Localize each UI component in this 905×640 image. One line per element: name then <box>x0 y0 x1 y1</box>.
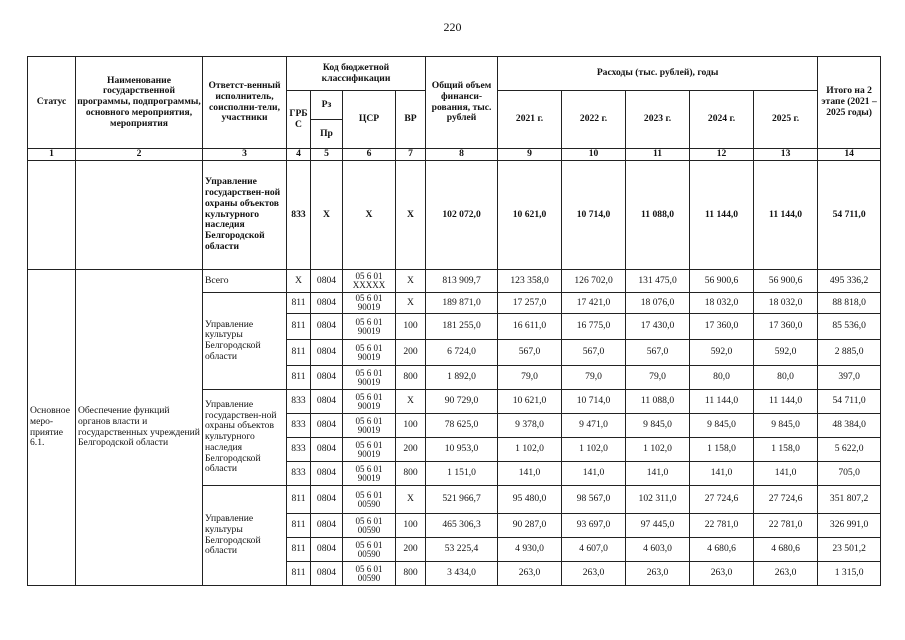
itogo-cell: 1 315,0 <box>818 562 881 586</box>
column-number: 4 <box>287 149 311 161</box>
csr-cell: 05 6 01 00590 <box>343 538 396 562</box>
grbs-cell: 833 <box>287 414 311 438</box>
column-number: 13 <box>754 149 818 161</box>
itogo-cell: 705,0 <box>818 462 881 486</box>
year-value-cell: 1 102,0 <box>498 438 562 462</box>
budget-table <box>27 56 881 586</box>
header-year: 2023 г. <box>626 91 690 149</box>
total-cell: 521 966,7 <box>426 486 498 514</box>
total-cell: 1 151,0 <box>426 462 498 486</box>
year-value-cell: 17 257,0 <box>498 293 562 314</box>
rz-pr-cell: 0804 <box>311 562 343 586</box>
year-value-cell: 16 775,0 <box>562 314 626 340</box>
csr-cell: 05 6 01 90019 <box>343 340 396 366</box>
column-number: 5 <box>311 149 343 161</box>
total-cell: 3 434,0 <box>426 562 498 586</box>
grbs-cell: 811 <box>287 366 311 390</box>
rz-pr-cell: 0804 <box>311 438 343 462</box>
total-cell: 465 306,3 <box>426 514 498 538</box>
year-value-cell: 4 680,6 <box>754 538 818 562</box>
header-status: Статус <box>28 57 76 149</box>
year-value-cell: 90 287,0 <box>498 514 562 538</box>
itogo-cell: 326 991,0 <box>818 514 881 538</box>
year-value-cell: 93 697,0 <box>562 514 626 538</box>
year-value-cell: 9 471,0 <box>562 414 626 438</box>
year-value-cell: 17 430,0 <box>626 314 690 340</box>
year-value-cell: 141,0 <box>690 462 754 486</box>
grbs-cell: 833 <box>287 438 311 462</box>
itogo-cell: 23 501,2 <box>818 538 881 562</box>
vr-cell: 200 <box>396 438 426 462</box>
top-year: 10 621,0 <box>498 161 562 270</box>
rz-pr-cell: 0804 <box>311 293 343 314</box>
csr-cell: 05 6 01 90019 <box>343 414 396 438</box>
year-value-cell: 56 900,6 <box>754 270 818 293</box>
grbs-cell: 811 <box>287 562 311 586</box>
year-value-cell: 263,0 <box>626 562 690 586</box>
year-value-cell: 9 378,0 <box>498 414 562 438</box>
vr-cell: 200 <box>396 340 426 366</box>
grbs-cell: X <box>287 270 311 293</box>
year-value-cell: 1 102,0 <box>562 438 626 462</box>
year-value-cell: 141,0 <box>498 462 562 486</box>
column-number: 1 <box>28 149 76 161</box>
vr-cell: 800 <box>396 462 426 486</box>
header-pr: Пр <box>311 120 343 149</box>
vr-cell: X <box>396 270 426 293</box>
header-year: 2024 г. <box>690 91 754 149</box>
top-year: 10 714,0 <box>562 161 626 270</box>
rz-pr-cell: 0804 <box>311 514 343 538</box>
column-number: 3 <box>203 149 287 161</box>
column-number: 14 <box>818 149 881 161</box>
year-value-cell: 567,0 <box>498 340 562 366</box>
rz-pr-cell: 0804 <box>311 366 343 390</box>
year-value-cell: 592,0 <box>754 340 818 366</box>
csr-cell: 05 6 01 00590 <box>343 562 396 586</box>
measure-name-cell: Обеспечение функций органов власти и государственных учреждений Белгородской области <box>76 270 203 586</box>
year-value-cell: 4 930,0 <box>498 538 562 562</box>
header-year: 2022 г. <box>562 91 626 149</box>
vr-cell: X <box>396 486 426 514</box>
header-expenses: Расходы (тыс. рублей), годы <box>498 57 818 91</box>
top-csr: X <box>343 161 396 270</box>
vr-cell: 200 <box>396 538 426 562</box>
column-number: 2 <box>76 149 203 161</box>
vr-cell: X <box>396 293 426 314</box>
year-value-cell: 263,0 <box>562 562 626 586</box>
rz-pr-cell: 0804 <box>311 462 343 486</box>
year-value-cell: 16 611,0 <box>498 314 562 340</box>
total-cell: 90 729,0 <box>426 390 498 414</box>
column-number: 6 <box>343 149 396 161</box>
grbs-cell: 833 <box>287 390 311 414</box>
year-value-cell: 18 076,0 <box>626 293 690 314</box>
itogo-cell: 2 885,0 <box>818 340 881 366</box>
rz-pr-cell: 0804 <box>311 538 343 562</box>
vr-cell: 100 <box>396 314 426 340</box>
total-cell: 181 255,0 <box>426 314 498 340</box>
top-grbs: 833 <box>287 161 311 270</box>
top-row <box>28 161 881 270</box>
csr-cell: 05 6 01 XXXXX <box>343 270 396 293</box>
column-numbers-row <box>28 149 881 161</box>
year-value-cell: 17 360,0 <box>754 314 818 340</box>
year-value-cell: 10 621,0 <box>498 390 562 414</box>
header-responsible: Ответст-венный исполнитель, соисполни-тели, участники <box>203 57 287 149</box>
year-value-cell: 102 311,0 <box>626 486 690 514</box>
rz-pr-cell: 0804 <box>311 314 343 340</box>
grbs-cell: 811 <box>287 538 311 562</box>
year-value-cell: 141,0 <box>754 462 818 486</box>
top-year: 11 088,0 <box>626 161 690 270</box>
page-number: 220 <box>443 20 462 34</box>
vr-cell: 100 <box>396 514 426 538</box>
vr-cell: 100 <box>396 414 426 438</box>
year-value-cell: 9 845,0 <box>690 414 754 438</box>
year-value-cell: 17 360,0 <box>690 314 754 340</box>
header-total-volume: Общий объем финанси-рования, тыс. рублей <box>426 57 498 149</box>
year-value-cell: 80,0 <box>754 366 818 390</box>
rz-pr-cell: 0804 <box>311 340 343 366</box>
rz-pr-cell: 0804 <box>311 414 343 438</box>
total-cell: 78 625,0 <box>426 414 498 438</box>
empty-cell <box>76 161 203 270</box>
responsible-group-cell: Управление культуры Белгородской области <box>203 486 287 586</box>
year-value-cell: 18 032,0 <box>754 293 818 314</box>
year-value-cell: 80,0 <box>690 366 754 390</box>
rz-pr-cell: 0804 <box>311 486 343 514</box>
itogo-cell: 88 818,0 <box>818 293 881 314</box>
header-csr: ЦСР <box>343 91 396 149</box>
csr-cell: 05 6 01 00590 <box>343 486 396 514</box>
year-value-cell: 79,0 <box>498 366 562 390</box>
year-value-cell: 10 714,0 <box>562 390 626 414</box>
vsego-cell: Всего <box>203 270 287 293</box>
year-value-cell: 141,0 <box>626 462 690 486</box>
top-year: 11 144,0 <box>754 161 818 270</box>
year-value-cell: 141,0 <box>562 462 626 486</box>
csr-cell: 05 6 01 90019 <box>343 390 396 414</box>
top-total: 102 072,0 <box>426 161 498 270</box>
year-value-cell: 79,0 <box>562 366 626 390</box>
total-cell: 189 871,0 <box>426 293 498 314</box>
year-value-cell: 4 607,0 <box>562 538 626 562</box>
grbs-cell: 811 <box>287 486 311 514</box>
top-year: 11 144,0 <box>690 161 754 270</box>
itogo-cell: 397,0 <box>818 366 881 390</box>
status-cell: Основное меро-приятие 6.1. <box>28 270 76 586</box>
top-vr: X <box>396 161 426 270</box>
csr-cell: 05 6 01 90019 <box>343 366 396 390</box>
year-value-cell: 11 088,0 <box>626 390 690 414</box>
column-number: 10 <box>562 149 626 161</box>
year-value-cell: 95 480,0 <box>498 486 562 514</box>
year-value-cell: 11 144,0 <box>690 390 754 414</box>
header-year: 2025 г. <box>754 91 818 149</box>
year-value-cell: 263,0 <box>690 562 754 586</box>
year-value-cell: 27 724,6 <box>754 486 818 514</box>
rz-pr-cell: 0804 <box>311 270 343 293</box>
table-row <box>28 270 881 293</box>
year-value-cell: 22 781,0 <box>690 514 754 538</box>
year-value-cell: 4 603,0 <box>626 538 690 562</box>
grbs-cell: 811 <box>287 514 311 538</box>
year-value-cell: 27 724,6 <box>690 486 754 514</box>
column-number: 11 <box>626 149 690 161</box>
itogo-cell: 5 622,0 <box>818 438 881 462</box>
header-itogo: Итого на 2 этапе (2021 – 2025 годы) <box>818 57 881 149</box>
top-responsible: Управление государствен-ной охраны объектов культурного наследия Белгородской области <box>203 161 287 270</box>
year-value-cell: 592,0 <box>690 340 754 366</box>
header-grbs: ГРБ С <box>287 91 311 149</box>
year-value-cell: 9 845,0 <box>754 414 818 438</box>
total-cell: 53 225,4 <box>426 538 498 562</box>
year-value-cell: 1 102,0 <box>626 438 690 462</box>
year-value-cell: 4 680,6 <box>690 538 754 562</box>
year-value-cell: 567,0 <box>562 340 626 366</box>
csr-cell: 05 6 01 00590 <box>343 514 396 538</box>
itogo-cell: 85 536,0 <box>818 314 881 340</box>
responsible-group-cell: Управление культуры Белгородской области <box>203 293 287 390</box>
year-value-cell: 79,0 <box>626 366 690 390</box>
total-cell: 10 953,0 <box>426 438 498 462</box>
year-value-cell: 123 358,0 <box>498 270 562 293</box>
header-year: 2021 г. <box>498 91 562 149</box>
year-value-cell: 11 144,0 <box>754 390 818 414</box>
vr-cell: X <box>396 390 426 414</box>
column-number: 8 <box>426 149 498 161</box>
header-rz: Рз <box>311 91 343 120</box>
csr-cell: 05 6 01 90019 <box>343 438 396 462</box>
year-value-cell: 1 158,0 <box>754 438 818 462</box>
header-budget-code: Код бюджетной классификации <box>287 57 426 91</box>
itogo-cell: 48 384,0 <box>818 414 881 438</box>
top-rz: X <box>311 161 343 270</box>
total-cell: 1 892,0 <box>426 366 498 390</box>
rz-pr-cell: 0804 <box>311 390 343 414</box>
column-number: 12 <box>690 149 754 161</box>
year-value-cell: 56 900,6 <box>690 270 754 293</box>
year-value-cell: 131 475,0 <box>626 270 690 293</box>
header-vr: ВР <box>396 91 426 149</box>
year-value-cell: 22 781,0 <box>754 514 818 538</box>
itogo-cell: 351 807,2 <box>818 486 881 514</box>
itogo-cell: 495 336,2 <box>818 270 881 293</box>
year-value-cell: 9 845,0 <box>626 414 690 438</box>
csr-cell: 05 6 01 90019 <box>343 314 396 340</box>
header-name: Наименование государственной программы, подпрограммы, основного мероприятия, мероприятия <box>76 57 203 149</box>
csr-cell: 05 6 01 90019 <box>343 462 396 486</box>
column-number: 9 <box>498 149 562 161</box>
total-cell: 6 724,0 <box>426 340 498 366</box>
grbs-cell: 811 <box>287 314 311 340</box>
year-value-cell: 98 567,0 <box>562 486 626 514</box>
csr-cell: 05 6 01 90019 <box>343 293 396 314</box>
itogo-cell: 54 711,0 <box>818 390 881 414</box>
year-value-cell: 263,0 <box>498 562 562 586</box>
year-value-cell: 1 158,0 <box>690 438 754 462</box>
grbs-cell: 833 <box>287 462 311 486</box>
year-value-cell: 18 032,0 <box>690 293 754 314</box>
year-value-cell: 97 445,0 <box>626 514 690 538</box>
year-value-cell: 263,0 <box>754 562 818 586</box>
year-value-cell: 17 421,0 <box>562 293 626 314</box>
year-value-cell: 567,0 <box>626 340 690 366</box>
grbs-cell: 811 <box>287 340 311 366</box>
total-cell: 813 909,7 <box>426 270 498 293</box>
empty-cell <box>28 161 76 270</box>
top-itogo: 54 711,0 <box>818 161 881 270</box>
vr-cell: 800 <box>396 366 426 390</box>
vr-cell: 800 <box>396 562 426 586</box>
column-number: 7 <box>396 149 426 161</box>
responsible-group-cell: Управление государствен-ной охраны объектов культурного наследия Белгородской области <box>203 390 287 486</box>
grbs-cell: 811 <box>287 293 311 314</box>
year-value-cell: 126 702,0 <box>562 270 626 293</box>
